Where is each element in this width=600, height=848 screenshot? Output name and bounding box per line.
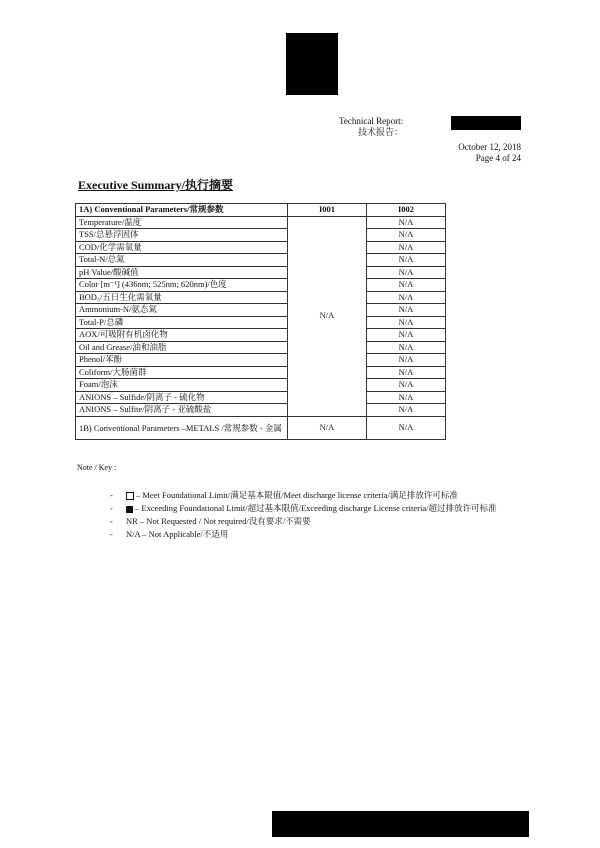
- legend-item: [110, 502, 496, 515]
- legend-text: – Exceeding Foundational Limit/超过基本限值/Exceeding discharge License criteria/超过排放许可标准: [135, 503, 497, 513]
- table-row: [76, 391, 446, 404]
- parameter-cell: ANIONS – Sulfite/阴离子 - 亚硫酸盐: [76, 404, 288, 417]
- page-number: Page 4 of 24: [475, 153, 521, 163]
- parameter-cell: Total-N/总氮: [76, 254, 288, 267]
- legend-item: [110, 528, 496, 541]
- i002-value-cell: N/A: [367, 254, 446, 267]
- parameter-cell: AOX/可吸附有机卤化物: [76, 329, 288, 342]
- i002-value-cell: N/A: [367, 266, 446, 279]
- i002-value-cell: N/A: [367, 304, 446, 317]
- filled-square-icon: [126, 506, 133, 513]
- parameter-cell: Total-P/总磷: [76, 316, 288, 329]
- i002-value-cell: N/A: [367, 404, 446, 417]
- legend-text: – Meet Foundational Limit/满足基本限值/Meet discharge license criteria/满足排放许可标准: [136, 490, 458, 500]
- table-row: [76, 266, 446, 279]
- legend-item: [110, 489, 496, 502]
- column-header-parameters: 1A) Conventional Parameters/常规参数: [76, 204, 288, 217]
- table-row: [76, 304, 446, 317]
- i002-value-cell: N/A: [367, 366, 446, 379]
- parameter-cell: 1B) Conventional Parameters –METALS /常规参数 - 金属: [76, 416, 288, 439]
- column-header-i002: I002: [367, 204, 446, 217]
- table-row: [76, 229, 446, 242]
- i002-value-cell: N/A: [367, 291, 446, 304]
- parameter-cell: Foam/泡沫: [76, 379, 288, 392]
- table-row: [76, 341, 446, 354]
- i001-value-cell: N/A: [288, 416, 367, 439]
- parameter-cell: Temperature/温度: [76, 216, 288, 229]
- parameter-cell: Oil and Grease/油和油脂: [76, 341, 288, 354]
- empty-square-icon: [126, 492, 134, 500]
- legend-list: [110, 489, 496, 541]
- parameter-cell: pH Value/酸碱值: [76, 266, 288, 279]
- legend-text: N/A – Not Applicable/不适用: [126, 529, 229, 539]
- legend-bullet: -: [110, 503, 113, 513]
- legend-bullet: -: [110, 529, 113, 539]
- legend-text: NR – Not Requested / Not required/没有要求/不需要: [126, 516, 311, 526]
- parameter-cell: TSS/总悬浮固体: [76, 229, 288, 242]
- table-header-row: [76, 204, 446, 217]
- report-label: Technical Report:: [339, 116, 404, 126]
- redacted-logo: [286, 33, 338, 95]
- i002-value-cell: N/A: [367, 279, 446, 292]
- i002-value-cell: N/A: [367, 316, 446, 329]
- report-date: October 12, 2018: [458, 142, 521, 152]
- column-header-i001: I001: [288, 204, 367, 217]
- i002-value-cell: N/A: [367, 241, 446, 254]
- i002-value-cell: N/A: [367, 341, 446, 354]
- redacted-report-number: [451, 116, 521, 130]
- i002-value-cell: N/A: [367, 216, 446, 229]
- i002-value-cell: N/A: [367, 391, 446, 404]
- parameter-cell: Phenol/苯酚: [76, 354, 288, 367]
- i002-value-cell: N/A: [367, 416, 446, 439]
- table-row: [76, 316, 446, 329]
- redacted-footer: [272, 811, 529, 837]
- i002-value-cell: N/A: [367, 229, 446, 242]
- summary-table: [75, 203, 446, 440]
- parameter-cell: COD/化学需氧量: [76, 241, 288, 254]
- table-row: [76, 354, 446, 367]
- parameter-cell: Color [m⁻¹] (436nm; 525nm; 620nm)/色度: [76, 279, 288, 292]
- section-heading: Executive Summary/执行摘要: [78, 178, 233, 192]
- table-row: [76, 404, 446, 417]
- legend-item: [110, 515, 496, 528]
- table-row: [76, 379, 446, 392]
- table-row-metals: [76, 416, 446, 439]
- report-label-cn: 技术报告：: [358, 127, 404, 137]
- i002-value-cell: N/A: [367, 379, 446, 392]
- legend-bullet: -: [110, 516, 113, 526]
- table-row: [76, 254, 446, 267]
- table-row: [76, 329, 446, 342]
- legend-bullet: -: [110, 490, 113, 500]
- note-label: Note / Key :: [77, 463, 117, 472]
- table-row: [76, 291, 446, 304]
- parameter-cell: BOD₅/五日生化需氧量: [76, 291, 288, 304]
- table-row: [76, 216, 446, 229]
- parameter-cell: ANIONS – Sulfide/阴离子 - 硫化物: [76, 391, 288, 404]
- table-row: [76, 366, 446, 379]
- i002-value-cell: N/A: [367, 354, 446, 367]
- i001-merged-value-cell: N/A: [288, 216, 367, 416]
- table-row: [76, 241, 446, 254]
- parameter-cell: Ammonium-N/氨态氮: [76, 304, 288, 317]
- table-row: [76, 279, 446, 292]
- parameter-cell: Coliform/大肠菌群: [76, 366, 288, 379]
- i002-value-cell: N/A: [367, 329, 446, 342]
- table-body: [76, 216, 446, 439]
